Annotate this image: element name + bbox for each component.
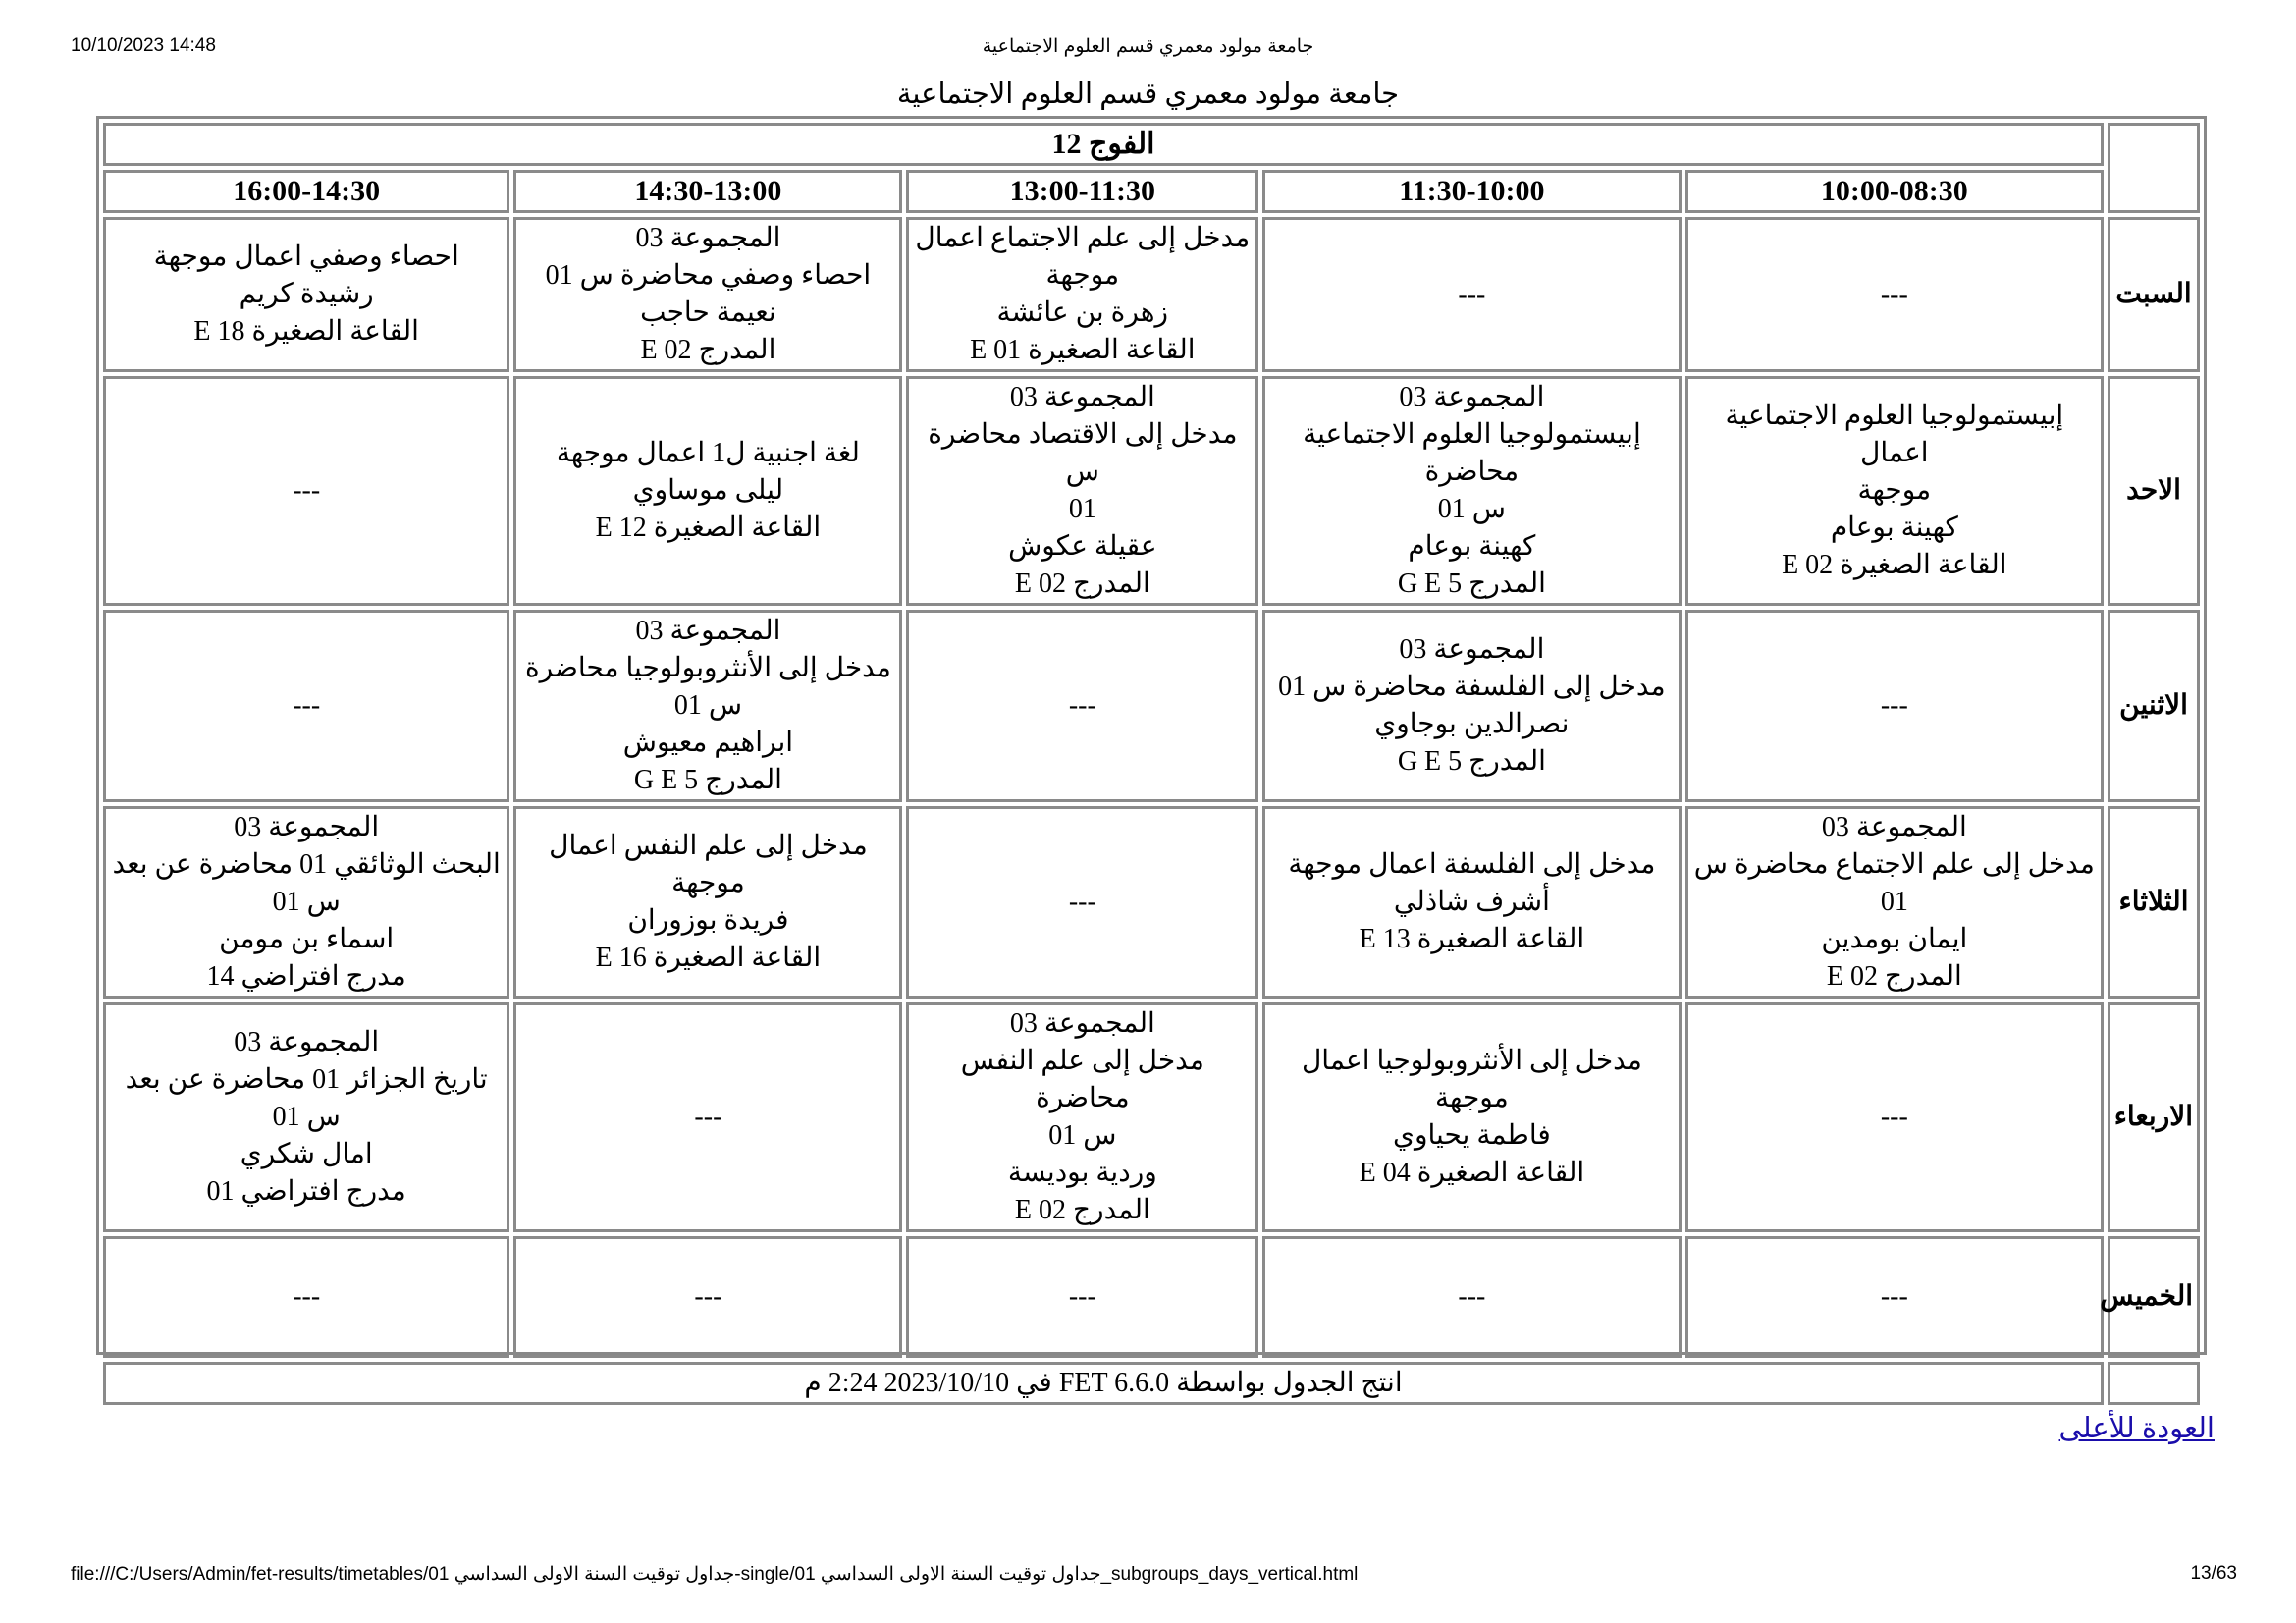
cell-line: المدرج G E 5: [1397, 568, 1546, 599]
print-page-number: 13/63: [2190, 1563, 2237, 1584]
cell-line: مدخل إلى الاقتصاد محاضرة س: [928, 419, 1238, 487]
cell-line: المجموعة 03: [1009, 1008, 1155, 1039]
cell-line: ---: [1068, 1281, 1096, 1312]
cell-line: البحث الوثائقي 01 محاضرة عن بعد: [112, 849, 501, 880]
day-row: [103, 806, 2200, 999]
cell-line: المجموعة 03: [1821, 812, 1967, 842]
timetable-cell: [103, 376, 509, 606]
timetable-cell: [906, 217, 1258, 372]
timetable-frame: [96, 116, 2207, 1398]
timetable-cell: [103, 1002, 509, 1232]
day-label: السبت: [2108, 217, 2200, 372]
time-slot-header: 10:00-08:30: [1685, 170, 2104, 213]
timetable-cell: [103, 610, 509, 802]
print-datetime: 10/10/2023 14:48: [71, 35, 216, 56]
time-slot-header: 14:30-13:00: [513, 170, 902, 213]
timetable-cell: [513, 376, 902, 606]
cell-line: ---: [694, 1102, 722, 1132]
cell-line: المجموعة 03: [635, 223, 781, 253]
timetable-cell: [513, 806, 902, 999]
timetable-cell: [906, 376, 1258, 606]
timetable-cell: [513, 610, 902, 802]
cell-line: ---: [1880, 279, 1908, 309]
cell-line: مدرج افتراضي 01: [206, 1176, 406, 1207]
cell-line: القاعة الصغيرة E 04: [1359, 1158, 1585, 1188]
cell-line: المدرج E 02: [1014, 1195, 1150, 1225]
timetable-cell: [1685, 806, 2104, 999]
print-footer-url: file:///C:/Users/Admin/fet-results/timetables/01 جداول توقيت السنة الاولى السداسي-single/01 جداول توقيت السنة الاولى السداسي_subgroups_days_vertical.html: [71, 1564, 1359, 1585]
cell-line: ---: [1880, 1102, 1908, 1132]
cell-line: ابراهيم معيوش: [622, 728, 794, 758]
cell-line: ---: [1068, 690, 1096, 721]
table-caption: جامعة مولود معمري قسم العلوم الاجتماعية: [896, 79, 1400, 110]
cell-line: إبيستمولوجيا العلوم الاجتماعية اعمال: [1725, 401, 2064, 468]
cell-line: المجموعة 03: [234, 812, 380, 842]
cell-line: مدخل إلى علم الاجتماع محاضرة س: [1693, 849, 2095, 880]
cell-line: القاعة الصغيرة E 16: [595, 943, 822, 973]
cell-line: المجموعة 03: [1399, 634, 1545, 665]
corner-cell: [2108, 123, 2200, 213]
cell-line: المدرج E 02: [640, 335, 776, 365]
timetable-cell: [906, 610, 1258, 802]
cell-line: نعيمة حاجب: [640, 298, 776, 328]
cell-line: 01: [1880, 887, 1908, 917]
cell-line: مدخل إلى الأنثروبولوجيا محاضرة: [524, 653, 891, 683]
cell-line: كهينة بوعام: [1830, 513, 1958, 543]
timetable-cell: [103, 806, 509, 999]
day-label: الاحد: [2108, 376, 2200, 606]
day-row: [103, 610, 2200, 802]
cell-line: ---: [1880, 1281, 1908, 1312]
cell-line: موجهة: [1045, 260, 1120, 291]
day-label: الاربعاء: [2108, 1002, 2200, 1232]
timetable-cell: [1262, 1002, 1681, 1232]
cell-line: مدخل إلى الأنثروبولوجيا اعمال موجهة: [1301, 1046, 1642, 1113]
day-row: [103, 1236, 2200, 1358]
cell-line: تاريخ الجزائر 01 محاضرة عن بعد: [125, 1064, 488, 1095]
cell-line: رشيدة كريم: [239, 279, 374, 309]
cell-line: المجموعة 03: [635, 616, 781, 646]
print-header-title: جامعة مولود معمري قسم العلوم الاجتماعية: [982, 36, 1314, 57]
cell-line: القاعة الصغيرة E 01: [970, 335, 1196, 365]
cell-line: مدرج افتراضي 14: [206, 961, 406, 992]
cell-line: المجموعة 03: [1009, 382, 1155, 412]
timetable-cell: [906, 1236, 1258, 1358]
cell-line: زهرة بن عائشة: [996, 298, 1169, 328]
cell-line: عقيلة عكوش: [1008, 531, 1157, 562]
timetable-cell: [1262, 610, 1681, 802]
cell-line: س 01: [1048, 1120, 1117, 1151]
cell-line: المدرج G E 5: [1397, 746, 1546, 777]
cell-line: مدخل إلى الفلسفة محاضرة س 01: [1278, 672, 1666, 702]
corner-cell-bottom: [2108, 1362, 2200, 1405]
cell-line: احصاء وصفي محاضرة س 01: [545, 260, 872, 291]
cell-line: ---: [293, 1281, 321, 1312]
timetable-cell: [103, 1236, 509, 1358]
cell-line: مدخل إلى علم الاجتماع اعمال: [915, 223, 1251, 253]
cell-line: القاعة الصغيرة E 12: [595, 513, 822, 543]
day-label: الخميس: [2108, 1236, 2200, 1358]
cell-line: موجهة: [1857, 475, 1932, 506]
cell-line: س 01: [673, 690, 742, 721]
cell-line: أشرف شاذلي: [1393, 887, 1550, 917]
cell-line: المجموعة 03: [234, 1027, 380, 1057]
cell-line: مدخل إلى الفلسفة اعمال موجهة: [1288, 849, 1656, 880]
cell-line: المجموعة 03: [1399, 382, 1545, 412]
cell-line: وردية بوديسة: [1007, 1158, 1157, 1188]
timetable-cell: [1685, 1002, 2104, 1232]
time-slot-header: 16:00-14:30: [103, 170, 509, 213]
day-row: [103, 217, 2200, 372]
timetable-cell: [1262, 806, 1681, 999]
cell-line: اسماء بن مومن: [219, 924, 395, 954]
timetable-cell: [1685, 1236, 2104, 1358]
timetable-cell: [1685, 217, 2104, 372]
cell-line: ---: [1068, 887, 1096, 917]
cell-line: س 01: [272, 1102, 341, 1132]
cell-line: س 01: [272, 887, 341, 917]
timetable-cell: [513, 217, 902, 372]
day-label: الاثنين: [2108, 610, 2200, 802]
cell-line: كهينة بوعام: [1408, 531, 1536, 562]
timetable-cell: [513, 1236, 902, 1358]
day-row: [103, 1002, 2200, 1232]
timetable: [99, 119, 2204, 1409]
day-label: الثلاثاء: [2108, 806, 2200, 999]
cell-line: المدرج G E 5: [633, 765, 782, 795]
cell-line: المدرج E 02: [1826, 961, 1962, 992]
cell-line: احصاء وصفي اعمال موجهة: [153, 242, 459, 272]
cell-line: ---: [694, 1281, 722, 1312]
timetable-cell: [1262, 376, 1681, 606]
cell-line: فريدة بوزوران: [627, 905, 789, 936]
cell-line: نصرالدين بوجاوي: [1374, 709, 1570, 739]
cell-line: س 01: [1437, 494, 1506, 524]
cell-line: ---: [1458, 279, 1486, 309]
cell-line: القاعة الصغيرة E 13: [1359, 924, 1585, 954]
cell-line: ليلى موساوي: [632, 475, 784, 506]
cell-line: ---: [293, 690, 321, 721]
cell-line: لغة اجنبية ل1 اعمال موجهة: [556, 438, 860, 468]
cell-line: ---: [1880, 690, 1908, 721]
generated-by-note: انتج الجدول بواسطة FET 6.6.0 في 2023/10/10 2:24 م: [103, 1362, 2104, 1405]
timetable-cell: [513, 1002, 902, 1232]
cell-line: امال شكري: [240, 1139, 373, 1169]
cell-line: القاعة الصغيرة E 18: [193, 316, 419, 347]
cell-line: المدرج E 02: [1014, 568, 1150, 599]
timetable-cell: [103, 217, 509, 372]
timetable-cell: [1262, 217, 1681, 372]
back-to-top-link[interactable]: العودة للأعلى: [2058, 1413, 2215, 1444]
cell-line: ---: [293, 475, 321, 506]
cell-line: مدخل إلى علم النفس محاضرة: [960, 1046, 1204, 1113]
time-slot-header: 13:00-11:30: [906, 170, 1258, 213]
cell-line: القاعة الصغيرة E 02: [1782, 550, 2007, 580]
cell-line: مدخل إلى علم النفس اعمال موجهة: [549, 831, 868, 898]
cell-line: 01: [1068, 494, 1096, 524]
timetable-cell: [906, 1002, 1258, 1232]
time-slot-header: 11:30-10:00: [1262, 170, 1681, 213]
cell-line: فاطمة يحياوي: [1393, 1120, 1551, 1151]
cell-line: ايمان بومدين: [1821, 924, 1968, 954]
day-row: [103, 376, 2200, 606]
group-title: الفوج 12: [103, 123, 2104, 166]
timetable-cell: [1262, 1236, 1681, 1358]
timetable-cell: [1685, 376, 2104, 606]
timetable-cell: [906, 806, 1258, 999]
cell-line: ---: [1458, 1281, 1486, 1312]
timetable-cell: [1685, 610, 2104, 802]
cell-line: إبيستمولوجيا العلوم الاجتماعية محاضرة: [1303, 419, 1641, 487]
